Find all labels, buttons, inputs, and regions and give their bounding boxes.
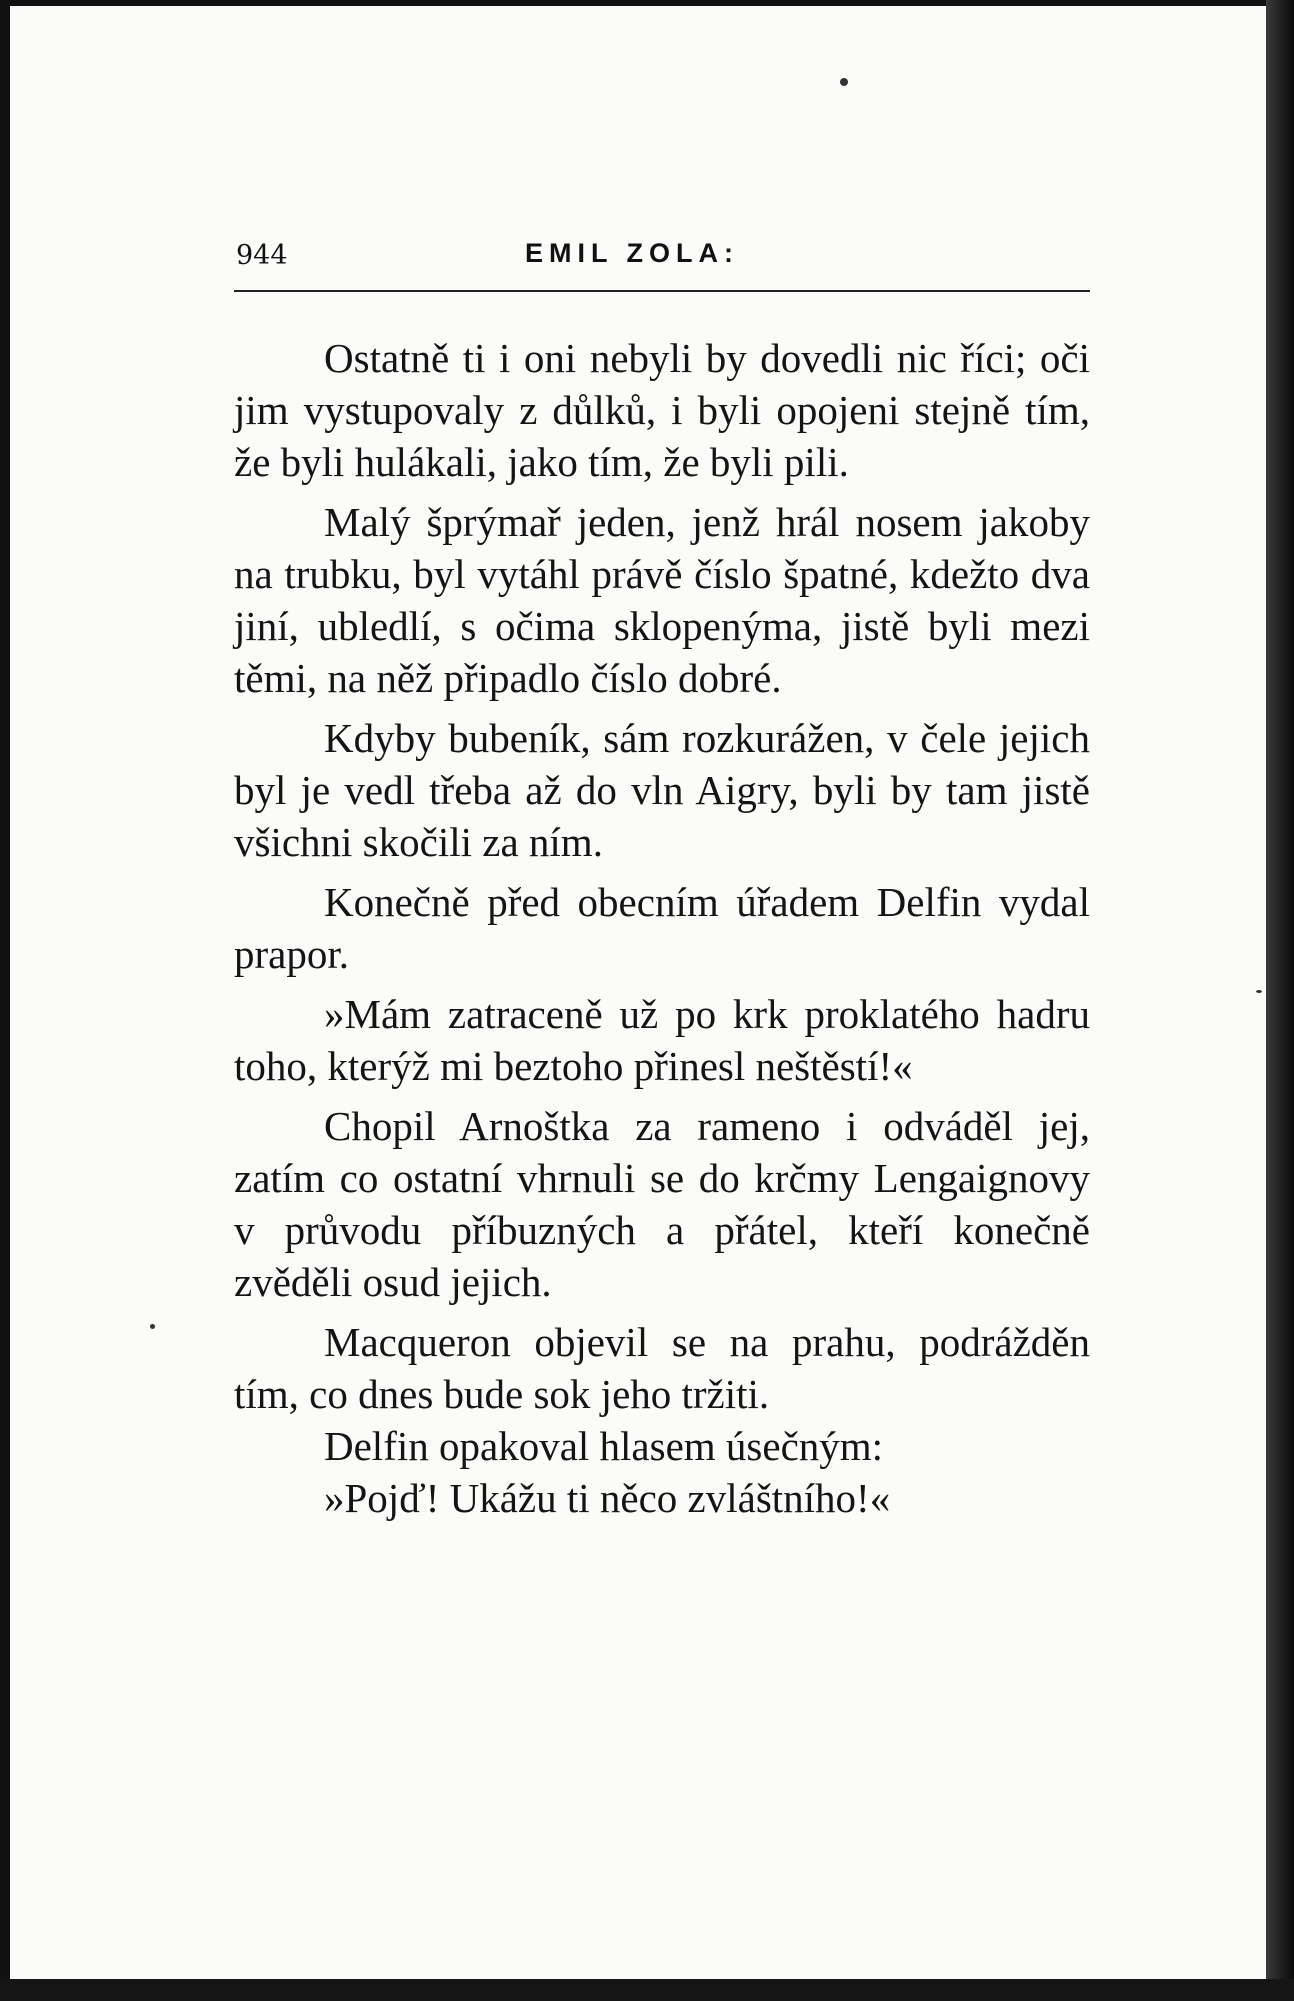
paragraph: Delfin opakoval hlasem úsečným:	[324, 1423, 884, 1469]
body-text	[234, 332, 1090, 1524]
paragraph: »Mám zatraceně už po krk proklatého hadru toho, kterýž mi beztoho přinesl neštěstí!«	[234, 991, 1090, 1089]
header-rule	[234, 290, 1090, 292]
paragraph: Ostatně ti i oni nebyli by dovedli nic říci; oči jim vystupovaly z důlků, i byli opojeni stejně tím, že byli hulákali, jako tím, že byli pili.	[234, 335, 1090, 485]
page-number: 944	[236, 240, 288, 271]
paragraph: Konečně před obecním úřadem Delfin vydal prapor.	[234, 879, 1090, 977]
scan-edge-right	[1266, 0, 1294, 2001]
ink-speck	[840, 78, 848, 86]
paragraph: »Pojď! Ukážu ti něco zvláštního!«	[324, 1475, 891, 1521]
paragraph: Macqueron objevil se na prahu, podrážděn tím, co dnes bude sok jeho tržiti.	[234, 1319, 1090, 1417]
page-header	[234, 236, 1090, 284]
paragraph: Chopil Arnoštka za rameno i odváděl jej, zatím co ostatní vhrnuli se do krčmy Lengaignovy v průvodu příbuzných a přátel, kteří konečně zvěděli osud jejich.	[234, 1103, 1090, 1305]
running-head: EMIL ZOLA:	[525, 238, 739, 268]
ink-speck	[1256, 990, 1262, 993]
paragraph: Kdyby bubeník, sám rozkurážen, v čele jejich byl je vedl třeba až do vln Aigry, byli by tam jistě všichni skočili za ním.	[234, 715, 1090, 865]
ink-speck	[150, 1324, 155, 1329]
scan-edge-bottom	[0, 1979, 1294, 2001]
paragraph: Malý šprýmař jeden, jenž hrál nosem jakoby na trubku, byl vytáhl právě číslo špatné, kdežto dva jiní, ubledlí, s očima sklopenýma, jistě byli mezi těmi, na něž připadlo číslo dobré.	[234, 499, 1090, 701]
